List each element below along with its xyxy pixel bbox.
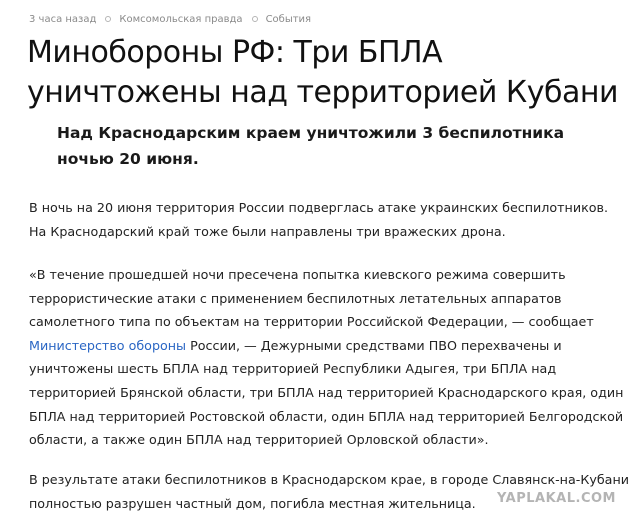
article-paragraph-2 [29, 263, 629, 452]
paragraph-text: России, — Дежурными средствами ПВО перехвачены и уничтожены шесть БПЛА над территорией Республики Адыгея, три БПЛА над территорией Брянской области, три БПЛА над территорией Краснодарского края, один БПЛА над территорией Ростовской области, один БПЛА над территорией Белгородской области, а также один БПЛА над территорией Орловской области». [29, 337, 624, 448]
article-meta [29, 13, 311, 27]
article-paragraph-1: В ночь на 20 июня территория России подверглась атаке украинских беспилотников. На Краснодарский край тоже были направлены три вражеских дрона. [29, 200, 609, 239]
article-title: Минобороны РФ: Три БПЛА уничтожены над территорией Кубани [27, 35, 618, 110]
source-link[interactable]: Комсомольская правда [119, 14, 243, 25]
publish-time: 3 часа назад [29, 14, 97, 25]
article-paragraph-3: В результате атаки беспилотников в Краснодарском крае, в городе Славянск-на-Кубани полностью разрушен частный дом, погибла местная жительница. [29, 472, 629, 511]
paragraph-text: «В течение прошедшей ночи пресечена попытка киевского режима совершить террористические атаки с применением беспилотных летательных аппаратов самолетного типа по объектам на территории Российской Федерации, — сообщает [29, 267, 594, 330]
site-watermark: YAPLAKAL.COM [497, 491, 616, 506]
ministry-link[interactable]: Министерство обороны [29, 337, 187, 353]
article-lead: Над Краснодарским краем уничтожили 3 беспилотника ночью 20 июня. [57, 124, 565, 168]
separator-dot-icon [252, 16, 258, 22]
category-link[interactable]: События [265, 14, 312, 25]
separator-dot-icon [105, 16, 111, 22]
